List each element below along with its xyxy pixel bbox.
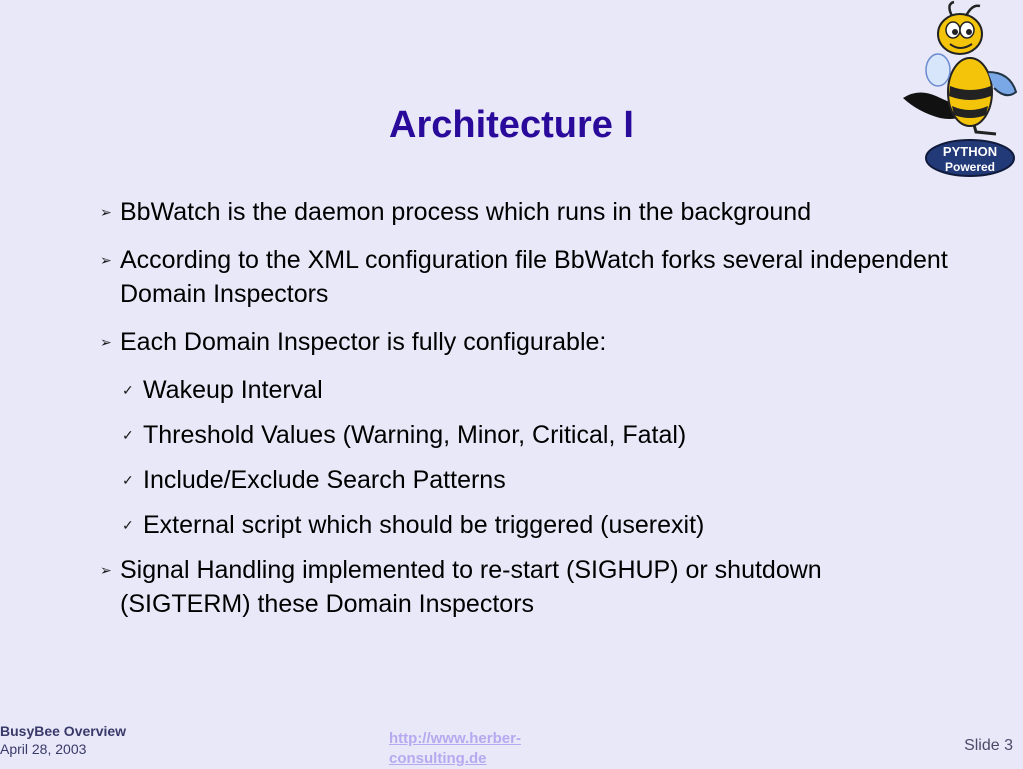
bullet-item xyxy=(96,243,956,311)
bullet-text: Signal Handling implemented to re-start (SIGHUP) or shutdown (SIGTERM) these Domain Inspectors xyxy=(120,556,822,618)
logo-badge-line2: Powered xyxy=(944,160,996,174)
bullet-text: Each Domain Inspector is fully configurable: xyxy=(120,328,607,356)
checkmark-bullet-icon: ✓ xyxy=(122,517,134,533)
sub-bullet-item xyxy=(96,508,956,542)
logo-badge-line1: PYTHON xyxy=(942,144,998,159)
checkmark-bullet-icon: ✓ xyxy=(122,472,134,488)
arrow-bullet-icon: ➢ xyxy=(100,562,112,578)
bullet-text: Threshold Values (Warning, Minor, Critical, Fatal) xyxy=(143,421,687,449)
bullet-item xyxy=(96,195,956,229)
bullet-text: External script which should be triggered (userexit) xyxy=(143,511,705,539)
bullet-text: According to the XML configuration file BbWatch forks several independent Domain Inspectors xyxy=(120,246,948,308)
slide-number: Slide 3 xyxy=(964,737,1013,754)
sub-bullet-item xyxy=(96,463,956,497)
slide-title: Architecture I xyxy=(389,104,634,146)
python-powered-bee-logo xyxy=(898,0,1023,178)
sub-bullet-item xyxy=(96,418,956,452)
arrow-bullet-icon: ➢ xyxy=(100,252,112,268)
website-link[interactable]: http://www.herber-consulting.de xyxy=(389,730,521,767)
arrow-bullet-icon: ➢ xyxy=(100,334,112,350)
checkmark-bullet-icon: ✓ xyxy=(122,382,134,398)
arrow-bullet-icon: ➢ xyxy=(100,204,112,220)
checkmark-bullet-icon: ✓ xyxy=(122,427,134,443)
bullet-text: Wakeup Interval xyxy=(143,376,323,404)
bullet-item xyxy=(96,553,956,621)
bullet-item xyxy=(96,325,956,359)
bullet-list xyxy=(96,195,956,635)
footer-info xyxy=(0,722,126,758)
bullet-text: BbWatch is the daemon process which runs in the background xyxy=(120,198,812,226)
presentation-date: April 28, 2003 xyxy=(0,741,87,757)
bullet-text: Include/Exclude Search Patterns xyxy=(143,466,506,494)
sub-bullet-item xyxy=(96,373,956,407)
presentation-title: BusyBee Overview xyxy=(0,723,127,739)
